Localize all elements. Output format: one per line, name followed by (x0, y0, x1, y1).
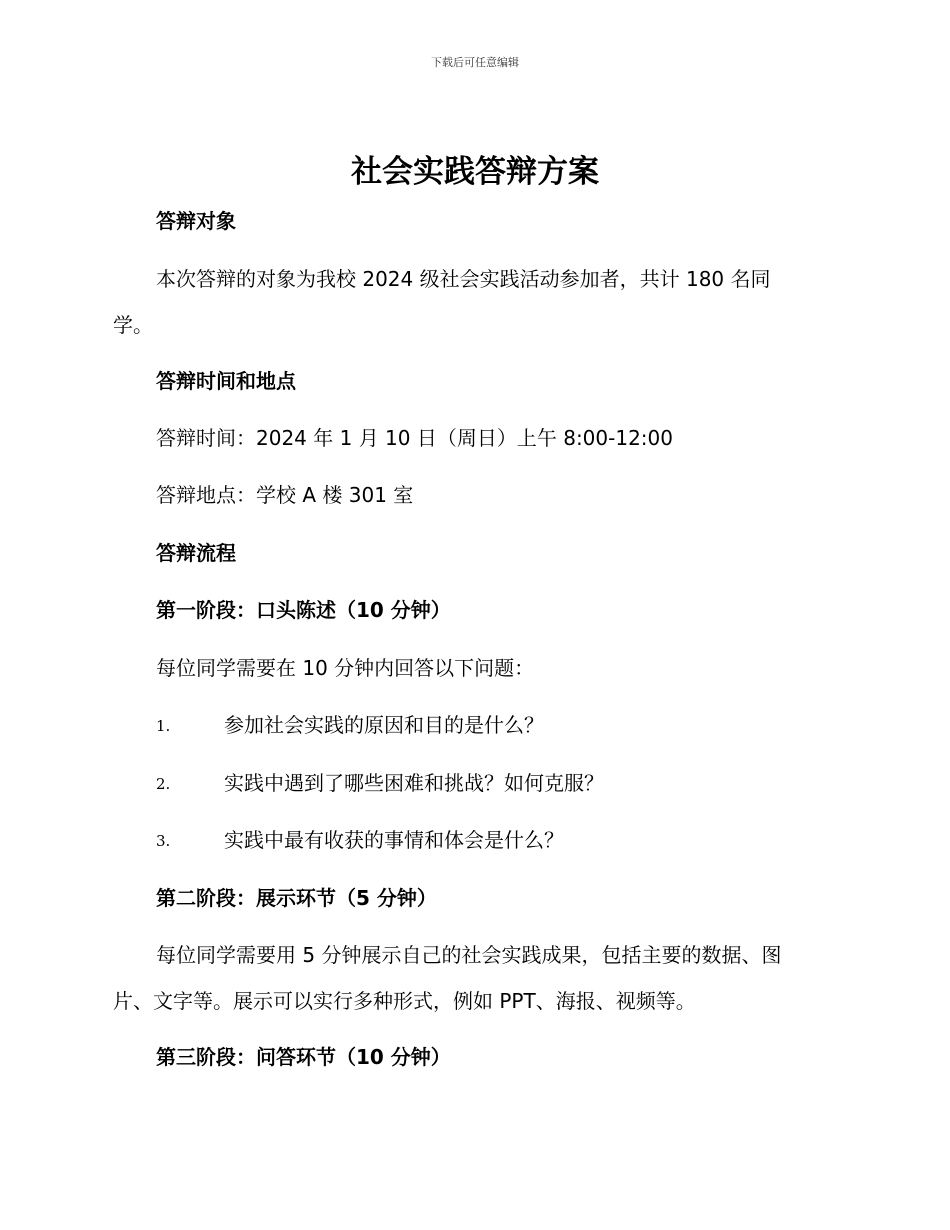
stage2-heading: 第二阶段：展示环节（5 分钟） (156, 886, 437, 910)
section-heading-process: 答辩流程 (156, 541, 236, 565)
stage3-heading: 第三阶段：问答环节（10 分钟） (156, 1045, 451, 1069)
page-header-note: 下载后可任意编辑 (431, 56, 519, 69)
question-text: 参加社会实践的原因和目的是什么？ (224, 713, 544, 737)
question-text: 实践中遇到了哪些困难和挑战？如何克服？ (224, 771, 604, 795)
section-heading-target: 答辩对象 (156, 209, 236, 233)
question-number: 2. (156, 775, 171, 793)
time-text: 答辩时间：2024 年 1 月 10 日（周日）上午 8:00-12:00 (156, 426, 673, 450)
question-number: 3. (156, 832, 171, 850)
place-text: 答辩地点：学校 A 楼 301 室 (156, 483, 414, 507)
stage1-intro: 每位同学需要在 10 分钟内回答以下问题： (156, 656, 535, 680)
question-number: 1. (156, 717, 171, 735)
stage1-heading: 第一阶段：口头陈述（10 分钟） (156, 598, 451, 622)
question-text: 实践中最有收获的事情和体会是什么？ (224, 828, 564, 852)
target-text-line2: 学。 (113, 313, 153, 337)
document-title: 社会实践答辩方案 (351, 154, 599, 190)
stage2-text-line1: 每位同学需要用 5 分钟展示自己的社会实践成果，包括主要的数据、图 (156, 943, 782, 967)
stage2-text-line2: 片、文字等。展示可以实行多种形式，例如 PPT、海报、视频等。 (113, 989, 696, 1013)
section-heading-time-place: 答辩时间和地点 (156, 369, 296, 393)
target-text-line1: 本次答辩的对象为我校 2024 级社会实践活动参加者，共计 180 名同 (156, 267, 771, 291)
